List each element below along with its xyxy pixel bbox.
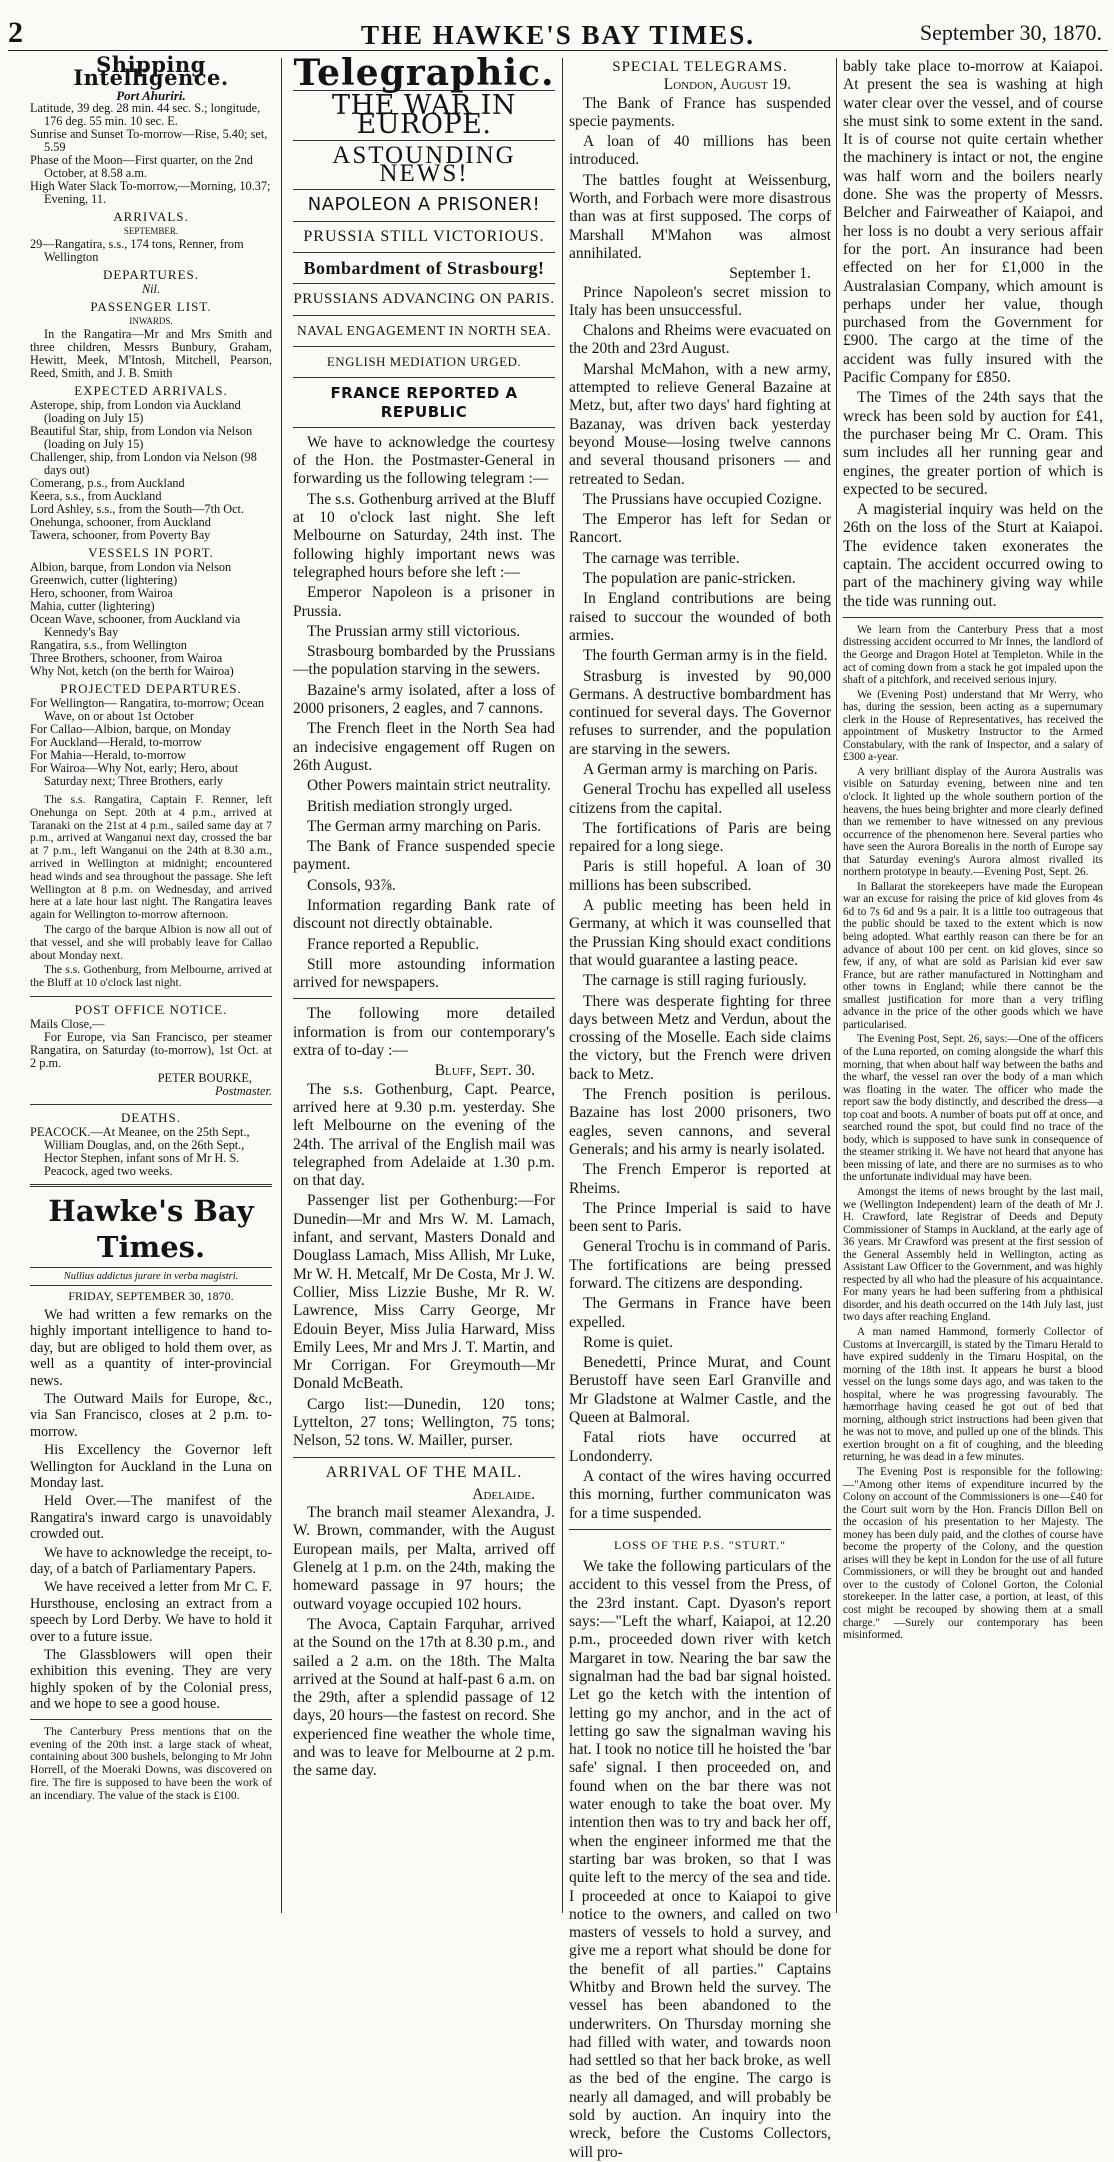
headline: FRANCE REPORTED A REPUBLIC (330, 384, 518, 421)
column-3 (569, 58, 831, 2161)
port-heading: Port Ahuriri. (116, 88, 186, 103)
news-paragraph: In Ballarat the storekeepers have made the European war an excuse for raising the price of kid gloves from 4s 6d to 7s 6d and 9s a pair. It is a little too outrageous that the public should be taxed to the extent which is now being adopted. What earthly reason can there be for an advance of about 100 per cent. on kid gloves, since so few, if any, of what are sold as Parisian kid ever saw France, but are rather manufactured in Nottingham and other towns in England; while there cannot be the smallest justification for more than a very trifling advance in the price of the other goods which we have particularised. (843, 880, 1103, 1031)
list-item: Greenwich, cutter (lightering) (30, 573, 178, 587)
telegram-paragraph: Emperor Napoleon is a prisoner in Prussia. (293, 584, 555, 620)
telegram-paragraph: A loan of 40 millions has been introduced. (569, 133, 831, 169)
post-office-heading: POST OFFICE NOTICE. (74, 1001, 228, 1017)
list-item: Mahia, cutter (lightering) (30, 599, 155, 613)
sturt-continued: bably take place to-morrow at Kaiapoi. At present the sea is washing at high water clear over the vessel, and of course she must sink to some extent in the sand. It is of course not quite certain whether the machinery is intact or not, the engine was half worn and the boilers nearly done. She was the property of Messrs. Belcher and Fairweather of Kaiapoi, and her loss is no doubt a very serious affair for the port. An insurance had been effected on her for £1,000 in the Australasian Company, which amount is perhaps under her value, though purchased from the Government for £900. The cargo at the time of the accident was fully insured with the Pacific Company for £850. (843, 58, 1103, 387)
port-info (30, 102, 272, 206)
divider (293, 346, 555, 347)
mail-heading: ARRIVAL OF THE MAIL. (325, 1463, 523, 1481)
telegram-paragraph: The fortifications of Paris are being repaired for a long siege. (569, 819, 831, 856)
column-2 (293, 52, 555, 1919)
telegram-paragraph: Paris is still hopeful. A loan of 30 millions has been subscribed. (569, 858, 831, 894)
headline: PRUSSIA STILL VICTORIOUS. (303, 227, 545, 245)
telegram-paragraph: We have to acknowledge the courtesy of the Hon. the Postmaster-General in forwarding us the following telegram :— (293, 433, 555, 488)
telegram-paragraph: The Germans in France have been expelled. (569, 1295, 831, 1331)
divider (569, 1529, 831, 1530)
passenger-heading: PASSENGER LIST. (90, 299, 212, 314)
telegram-paragraph: Benedetti, Prince Murat, and Count Berustoff have seen Earl Granville and Mr Gladstone at Walmer Castle, and the Queen at Balmoral. (569, 1354, 831, 1427)
telegram-paragraph: Other Powers maintain strict neutrality. (307, 777, 551, 795)
headline: THE WAR IN EUROPE. (332, 90, 516, 140)
divider (293, 315, 555, 316)
vessels-list (30, 561, 272, 678)
post-office-text: For Europe, via San Francisco, per steamer Rangatira, on Saturday (to-morrow), 1st Oct. at 2 p.m. (30, 1029, 272, 1070)
newspaper-title: THE HAWKE'S BAY TIMES. (360, 20, 756, 50)
telegram-paragraph: The French position is perilous. Bazaine has lost 2000 prisoners, two eagles, seven cannons, and several Generals; and his army is nearly isolated. (569, 1086, 831, 1158)
list-item: Albion, barque, from London via Nelson (30, 560, 232, 574)
divider (293, 283, 555, 284)
postmaster-role: Postmaster. (214, 1083, 272, 1098)
vessels-heading: VESSELS IN PORT. (88, 545, 214, 560)
arrival-entry: 29—Rangatira, s.s., 174 tons, Renner, from Wellington (30, 237, 244, 264)
list-item: For Auckland—Herald, to-morrow (30, 735, 202, 749)
extra-paragraph: The following more detailed information is from our contemporary's extra of to-day :— (293, 1005, 555, 1060)
news-paragraph: The Evening Post is responsible for the following:—"Among other items of expenditure incurred by the Colony on account of the Commissioners is one—£40 for the Court suit worn by the Hon. Francis Dillon Bell on the occasion of his presentation to her Majesty. The money has been duly paid, and the clothes of course have become the property of the Colony, and the question arises will they be kept in London for the use of all future Commissioners, or will they be brought out and handed over to the custody of Colonel Gorton, the Colonial storekeeper. In the latter case, a portion, at least, of this cost might be recouped by showing them at a small charge." —Surely our contemporary has been misinformed. (843, 1466, 1103, 1642)
list-item: Asterope, ship, from London via Auckland (loading on July 15) (30, 398, 241, 425)
list-item: Challenger, ship, from London via Nelson (98 days out) (30, 450, 257, 477)
divider (293, 140, 555, 141)
list-item: For Mahia—Herald, to-morrow (30, 748, 187, 762)
telegram-paragraph: British mediation strongly urged. (307, 797, 513, 815)
editorial-paragraph: The Glassblowers will open their exhibition this evening. They are very highly spoken of by the Colonial press, and we hope to see a good house. (30, 1647, 272, 1713)
telegram-paragraph: The population are panic-stricken. (583, 570, 796, 588)
telegram-paragraph: The battles fought at Weissenburg, Worth, and Forbach were more disastrous than was at first supposed. The corps of Marshall M'Mahon was almost annihilated. (569, 171, 831, 262)
albion-paragraph: The cargo of the barque Albion is now all out of that vessel, and she will probably leave for Callao about Monday next. (30, 922, 272, 962)
divider (293, 998, 555, 999)
telegram-paragraph: Strasburg is invested by 90,000 Germans. A destructive bombardment has continued for several days. The Governor refuses to surrender, and the population are starving in the sewers. (569, 667, 831, 758)
issue-date: FRIDAY, SEPTEMBER 30, 1870. (68, 1288, 234, 1303)
paper-motto: Nullius addictus jurare in verba magistri. (30, 1267, 272, 1286)
canterbury-paragraph: The Canterbury Press mentions that on the evening of the 20th inst. a large stack of wheat, containing about 300 bushels, belonging to Mr John Horrell, of the Moeraki Downs, was discovered on fire. The fire is supposed to have been the work of an incendiary. The value of the stack is £100. (30, 1724, 272, 1802)
telegram-paragraph: The Emperor has left for Sedan or Rancort. (569, 511, 831, 547)
divider (30, 996, 272, 997)
telegram-paragraph: The Prince Imperial is said to have been sent to Paris. (569, 1199, 831, 1236)
telegram-paragraph: Information regarding Bank rate of discount not directly obtainable. (293, 896, 555, 933)
divider (843, 617, 1103, 618)
editorial-paragraph: The Outward Mails for Europe, &c., via San Francisco, closes at 2 p.m. to-morrow. (30, 1390, 272, 1440)
list-item: Why Not, ketch (on the berth for Wairoa) (30, 664, 234, 678)
telegram-paragraph: The Prussians have occupied Cozigne. (583, 490, 822, 508)
deaths-heading: DEATHS. (120, 1109, 182, 1125)
news-paragraph: A man named Hammond, formerly Collector of Customs at Invercargill, is stated by the Timaru Herald to have expired suddenly in the Timaru Hospital, on the morning of the 18th inst. It appears he burst a blood vessel on the lungs some days ago, and was taken to the hospital, where he was progressing favourably. The hæmorrhage having ceased he got out of bed that morning, although strict instructions had been given that he was not to move, and pulled up one of the blinds. This exertion brought on a fit of coughing, and the bleeding returning, he was dead in a few minutes. (843, 1325, 1103, 1464)
telegram-paragraph: The Prussian army still victorious. (307, 622, 521, 640)
departures-heading: DEPARTURES. (102, 267, 200, 282)
list-item: Keera, s.s., from Auckland (30, 489, 162, 503)
sturt-paragraph: We take the following particulars of the accident to this vessel from the Press, of the 23rd instant. Capt. Dyason's report says:—"Left the wharf, Kaiapoi, at 12.20 p.m., proceeded down river with ketch Margaret in tow. Nearing the bar saw the signalman had the bad bar signal hoisted. Let go the ketch with the intention of letting go my anchor, and in the act of letting go saw the signalman waving his hat. I took no notice till he hoisted the 'bar safe' signal. I then proceeded on, and found when on the bar there was not water enough to take the boat over. My intention then was to try and back her off, when the engineer informed me that the starting bar was broken, so that I was quite left to the mercy of the sea and tide. I proceeded at once to Kaiapoi to give notice to the owners, and called on two masters of vessels to hold a survey, and give me a report what should be done for the benefit of all parties." Captains Whitby and Brown held the survey. The vessel has been abandoned to the underwriters. On Thursday morning she had filled with water, and towards noon had settled so that her back broke, as well as the bed of the engine. The cargo is nearly all damaged, and will probably be sold by auction. An inquiry into the wreck, before the Customs Collectors, will pro- (569, 1558, 831, 2161)
telegram-paragraph: A contact of the wires having occurred this morning, further communicaton was for a time suspended. (569, 1467, 831, 1522)
telegram-paragraph: Chalons and Rheims were evacuated on the 20th and 23rd August. (569, 322, 831, 358)
sturt-paragraph: A magisterial inquiry was held on the 26th on the loss of the Sturt at Kaiapoi. The evidence taken exonerates the captain. The accident occurred owing to part of the machinery giving way while the tide was running out. (843, 501, 1103, 610)
list-item: Onehunga, schooner, from Auckland (30, 515, 211, 529)
telegram-paragraph: The Bank of France has suspended specie payments. (569, 94, 831, 130)
list-item: For Wellington— Rangatira, to-morrow; Ocean Wave, on or about 1st October (30, 696, 265, 723)
editorial-paragraph: We have to acknowledge the receipt, to-day, of a batch of Parliamentary Papers. (30, 1544, 272, 1578)
list-item: For Wairoa—Why Not, early; Hero, about Saturday next; Three Brothers, early (30, 761, 239, 788)
paper-title: Hawke's Bay Times. (48, 1193, 254, 1264)
header-rule (8, 50, 1108, 51)
telegram-paragraph: General Trochu has expelled all useless citizens from the capital. (569, 781, 831, 817)
headline: PRUSSIANS ADVANCING ON PARIS. (293, 291, 555, 308)
telegram-paragraph: The fourth German army is in the field. (583, 647, 828, 665)
list-item: Tawera, schooner, from Poverty Bay (30, 528, 211, 542)
bluff-paragraph: Passenger list per Gothenburg:—For Dunedin—Mr and Mrs W. M. Lamach, infant, and servant, Masters Donald and Douglass Lamach, Miss Allish, Mr Luke, Mr W. H. Metcalf, Mr De Costa, Mr J. W. Collier, Miss Lizzie Bushe, Mr R. W. Lawrence, Miss Carry George, Mr Edouin Beyer, Miss Julia Harward, Miss Emily Lees, Mr and Mrs J. T. Martin, and Mr Corrigan. For Greymouth—Mr Donald McBeath. (293, 1192, 555, 1393)
telegram-paragraph: Prince Napoleon's secret mission to Italy has been unsuccessful. (569, 283, 831, 319)
headline: NAPOLEON A PRISONER! (307, 194, 541, 216)
list-item: Rangatira, s.s., from Wellington (30, 638, 187, 652)
telegram-paragraph: Strasbourg bombarded by the Prussians —the population starving in the sewers. (293, 643, 555, 679)
column-divider (281, 58, 282, 1913)
column-1 (30, 52, 272, 1919)
page-number: 2 (8, 16, 23, 49)
column-4 (843, 58, 1103, 1919)
telegram-paragraph: Bazaine's army isolated, after a loss of 2000 prisoners, 2 eagles, and 7 cannons. (293, 681, 555, 718)
dateline: September 1. (729, 265, 811, 283)
telegram-paragraph: There was desperate fighting for three days between Metz and Verdun, about the crossing of the Moselle. Each side claims the victory, but the French were driven back to Metz. (569, 992, 831, 1083)
news-paragraph: Amongst the items of news brought by the last mail, we (Wellington Independent) learn of the death of Mr J. H. Crawford, late Registrar of Deeds and Deputy Commissioner of Stamps in Auckland, at the early age of 36 years. Mr Crawford was present at the first session of the General Assembly held in Wellington, acting as Assistant Law Officer to the Government, and was highly respected by all who had the pleasure of his acquaintance. For many years he had been suffering from a phthisical disorder, and his death occurred on the 14th July last, just two days after reaching England. (843, 1185, 1103, 1324)
gothenburg-paragraph: The s.s. Gothenburg, from Melbourne, arrived at the Bluff at 10 o'clock last night. (30, 963, 272, 990)
port-line: Latitude, 39 deg. 28 min. 44 sec. S.; longitude, 176 deg. 55 min. 10 sec. E. (30, 101, 261, 128)
dateline: London, August 19. (663, 76, 791, 94)
list-item: Ocean Wave, schooner, from Auckland via Kennedy's Bay (30, 612, 241, 639)
port-line: High Water Slack To-morrow,—Morning, 10.37; Evening, 11. (30, 179, 271, 206)
mail-paragraph: The branch mail steamer Alexandra, J. W. Brown, commander, with the August European mails, per Malta, arrived off Glenelg at 1 p.m. on the 24th, making the homeward passage in 97 hours; the outward voyage occupied 102 hours. (293, 1504, 555, 1613)
column-divider (562, 58, 563, 1913)
column-divider (836, 58, 837, 1913)
editorial-paragraph: We had written a few remarks on the highly important intelligence to hand to-day, but are obliged to hold them over, as well as a quantity of inter-provincial news. (30, 1306, 272, 1389)
list-item: Hero, schooner, from Wairoa (30, 586, 173, 600)
departures-value: Nil. (141, 282, 161, 296)
news-paragraph: The Evening Post, Sept. 26, says:—One of the officers of the Luna reported, on coming alongside the wharf this morning, that when about half way between the baths and the wharf, the vessel ran over the body of a man which was floating in the water. The officer who made the report saw the body distinctly, and described the dress—a top coat and boots. A number of boats put off at once, and searched round the spot, but could find no trace of the body, which is supposed to have sunk in consequence of the steamer striking it. We have not heard that anyone has been missing of late, and there are no surmises as to who the unfortunate individual may have been. (843, 1033, 1103, 1184)
editorial-paragraph: Held Over.—The manifest of the Rangatira's inward cargo is unavoidably crowded out. (30, 1493, 272, 1543)
sturt-paragraph: The Times of the 24th says that the wreck has been sold by auction for £41, the purchaser being Mr C. Oram. This sum includes all her running gear and engines, the greater portion of which is expected to be secured. (843, 389, 1103, 498)
list-item: For Callao—Albion, barque, on Monday (30, 722, 231, 736)
list-item: Beautiful Star, ship, from London via Nelson (loading on July 15) (30, 424, 253, 451)
news-paragraph: A very brilliant display of the Aurora Australis was visible on Saturday evening, between nine and ten o'clock. It lighted up the whole southern portion of the heavens, the hues being brighter and more clearly defined than we remember to have witnessed on any previous occurrence of the phenomenon here. Several parties who have seen the Aurora Borealis in the north of Europe say that Saturday evening's Aurora almost rivalled its northern prototype in beauty.—Evening Post, Sept. 26. (843, 765, 1103, 879)
expected-list (30, 399, 272, 542)
telegram-paragraph: The German army marching on Paris. (307, 817, 542, 835)
port-line: Phase of the Moon—First quarter, on the 2nd October, at 8.58 a.m. (30, 153, 253, 180)
divider (293, 189, 555, 190)
editorial-paragraph: His Excellency the Governor left Wellington for Auckland in the Luna on Monday last. (30, 1442, 272, 1492)
list-item: Three Brothers, schooner, from Wairoa (30, 651, 223, 665)
editorial-paragraph: We have received a letter from Mr C. F. Hursthouse, enclosing an extract from a speech by Lord Derby. We have to hold it over to a future issue. (30, 1579, 272, 1645)
divider (293, 377, 555, 378)
headline: Bombardment of Strasbourg! (303, 258, 545, 279)
list-item: Lord Ashley, s.s., from the South—7th Oct. (30, 502, 245, 516)
telegram-paragraph: General Trochu is in command of Paris. The fortifications are being pressed forward. The citizens are desponding. (569, 1238, 831, 1292)
divider (293, 427, 555, 428)
divider (30, 1184, 272, 1187)
telegram-paragraph: The carnage was terrible. (583, 549, 740, 567)
deaths-text: PEACOCK.—At Meanee, on the 25th Sept., William Douglas, and, on the 26th Sept., Hector Stephen, infant sons of Mr H. S. Peacock, aged two weeks. (30, 1124, 250, 1178)
telegram-paragraph: Still more astounding information arrived for newspapers. (293, 955, 555, 992)
telegram-paragraph: The French Emperor is reported at Rheims. (569, 1161, 831, 1197)
telegram-paragraph: The French fleet in the North Sea had an indecisive engagement off Rugen on 26th August. (293, 720, 555, 774)
divider (293, 221, 555, 222)
shipping-heading: Shipping Intelligence. (73, 52, 229, 90)
telegram-paragraph: Rome is quiet. (583, 1333, 673, 1351)
expected-heading: EXPECTED ARRIVALS. (74, 383, 228, 398)
postmaster-name: PETER BOURKE, (157, 1070, 252, 1085)
sturt-heading: LOSS OF THE P.S. "STURT." (614, 1537, 786, 1552)
telegram-paragraph: A public meeting has been held in Germany, at which it was counselled that the Prussian King should exact conditions that would guarantee a lasting peace. (569, 897, 831, 969)
dateline: Adelaide. (472, 1485, 535, 1503)
bluff-paragraph: Cargo list:—Dunedin, 120 tons; Lyttelton, 27 tons; Wellington, 75 tons; Nelson, 52 tons. W. Mailler, purser. (293, 1395, 555, 1450)
rangatira-paragraph: The s.s. Rangatira, Captain F. Renner, left Onehunga on Sept. 20th at 4 p.m., arrived at Taranaki on the 21st at 4 p.m., sailed same day at 7 p.m., arrived at Wanganui next day, crossed the bar at 7 p.m., left Wanganui on the 24th at 8.30 a.m., arrived in Wellington at midnight; encountered head winds and sea throughout the passage. She left Wellington at 8 p.m. on Wednesday, and arrived here at a late hour last night. The Rangatira leaves again for Wellington to-morrow afternoon. (30, 793, 272, 922)
divider (293, 1457, 555, 1458)
telegram-paragraph: The s.s. Gothenburg arrived at the Bluff at 10 o'clock last night. She left Melbourne on Saturday, 24th inst. The following highly important news was telegraphed hours before she left :— (293, 490, 555, 581)
divider (30, 1719, 272, 1720)
port-line: Sunrise and Sunset To-morrow—Rise, 5.40; set, 5.59 (30, 127, 268, 154)
telegram-paragraph: A German army is marching on Paris. (583, 760, 818, 778)
news-items (843, 624, 1103, 1642)
telegram-paragraph: Consols, 93⅞. (307, 876, 396, 894)
divider (293, 252, 555, 253)
passenger-sub: INWARDS. (129, 316, 173, 326)
list-item: Comerang, p.s., from Auckland (30, 476, 185, 490)
headline: NAVAL ENGAGEMENT IN NORTH SEA. (296, 322, 552, 338)
header-date: September 30, 1870. (919, 20, 1102, 45)
telegram-paragraph: The carnage is still raging furiously. (583, 972, 807, 990)
bluff-paragraph: The s.s. Gothenburg, Capt. Pearce, arrived here at 9.30 p.m. yesterday. She left Melbourne on the evening of the 24th. The arrival of the English mail was telegraphed from Adelaide at 1.30 p.m. on that day. (293, 1080, 555, 1190)
telegram-paragraph: France reported a Republic. (307, 935, 480, 953)
telegram-paragraph: Fatal riots have occurred at Londonderry. (569, 1429, 831, 1465)
projected-heading: PROJECTED DEPARTURES. (60, 681, 242, 696)
dateline: Bluff, Sept. 30. (434, 1062, 535, 1080)
news-paragraph: We learn from the Canterbury Press that a most distressing accident occurred to Mr Innes, the landlord of the George and Dragon Hotel at Templeton. While in the act of coming down from a stack he got impaled upon the shaft of a pitchfork, and received serious injury. (843, 623, 1103, 687)
divider (30, 1104, 272, 1105)
mail-paragraph: The Avoca, Captain Farquhar, arrived at the Sound on the 17th at 8.30 p.m., and sailed a 2 a.m. on the 18th. The Malta arrived at the Sound at half-past 6 a.m. on the 29th, after a splendid passage of 12 days, 20 hours—the fastest on record. She experienced fine weather the whole time, and was to leave for Melbourne at 2 p.m. the same day. (293, 1615, 555, 1780)
headline: ASTOUNDING NEWS! (332, 141, 516, 188)
arrivals-heading: ARRIVALS. (113, 209, 189, 224)
mails-close: Mails Close,— (30, 1016, 105, 1031)
telegram-paragraph: Marshal McMahon, with a new army, attempted to relieve General Bazaine at Metz, but, after two days' hard fighting at Bazanay, was driven back yesterday beyond Mouse—losing twelve cannons and several thousand prisoners — and retreated to Sedan. (569, 360, 831, 488)
news-paragraph: We (Evening Post) understand that Mr Werry, who has, during the session, been acting as a supernumary clerk in the House of Representatives, has received the appointment of Musketry Instructor to the Armed Constabulary, with the rank of Inspector, and a salary of £300 a-year. (843, 688, 1103, 764)
headline: ENGLISH MEDIATION URGED. (326, 353, 522, 369)
projected-list (30, 697, 272, 788)
telegram-paragraph: The Bank of France suspended specie payment. (293, 838, 555, 874)
passenger-text: In the Rangatira—Mr and Mrs Smith and three children, Messrs Bunbury, Graham, Hewitt, Meek, M'Intosh, Mitchell, Pearson, Reed, Smith, and J. B. Smith (30, 327, 272, 380)
special-telegrams-heading: SPECIAL TELEGRAMS. (612, 59, 788, 75)
editorial (30, 1307, 272, 1713)
telegram-paragraph: In England contributions are being raised to succour the wounded of both armies. (569, 590, 831, 644)
telegraphic-heading: Telegraphic. (293, 52, 555, 94)
arrivals-month: SEPTEMBER. (123, 226, 179, 236)
